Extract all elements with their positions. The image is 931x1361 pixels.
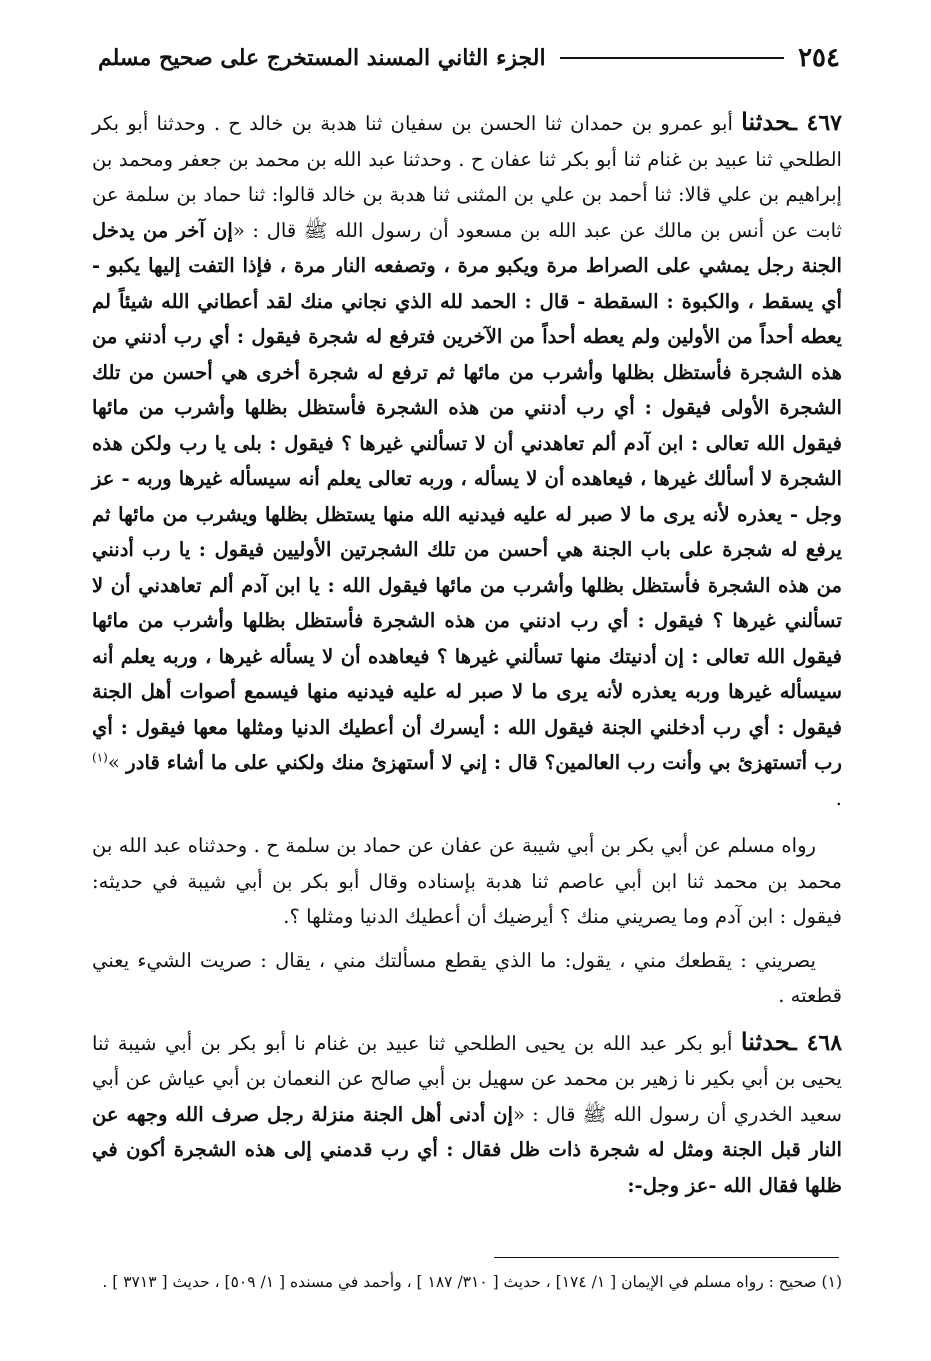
hadith-number: ٤٦٧ xyxy=(806,110,842,136)
hadith-isnad: أبو عمرو بن حمدان ثنا الحسن بن سفيان ثنا هدبة بن خالد ح . وحدثنا أبو بكر الطلحي ثنا عبيد بن غنام ثنا أبو بكر ثنا عفان ح . وحدثنا عبد الله بن محمد بن جعفر ومحمد بن إبراهيم بن علي قالا: ثنا أحمد بن علي بن المثنى ثنا هدبة بن خالد قالوا: ثنا حماد بن سلمة عن ثابت عن أنس بن مالك عن عبد الله بن مسعود أن رسول الله ﷺ قال : « xyxy=(92,112,843,242)
footnotes-section xyxy=(92,1268,842,1297)
end-mark: . xyxy=(835,786,842,810)
commentary-paragraph: رواه مسلم عن أبي بكر بن أبي شيبة عن عفان عن حماد بن سلمة ح . وحدثناه عبد الله بن محمد بن محمد ثنا ابن أبي عاصم ثنا هدبة بإسناده وقال أبو بكر بن أبي شيبة في حديثه: فيقول : ابن آدم وما يصريني منك ؟ أيرضيك أن أعطيك الدنيا ومثلها ؟. xyxy=(92,834,842,928)
hadith-opening-word: حدثنا xyxy=(741,107,791,136)
hadith-opening-word: حدثنا xyxy=(740,1026,791,1056)
word-explanation-paragraph: يصريني : يقطعك مني ، يقول: ما الذي يقطع مسألتك مني ، يقال : صريت الشيء يعني قطعته . xyxy=(92,948,842,1007)
hadith-468: ٤٦٨ ـحدثنا أبو بكر عبد الله بن يحيى الطلحي ثنا عبيد بن غنام نا أبو بكر بن أبي شيبة ثنا يحيى بن أبي بكير نا زهير بن محمد عن سهيل بن أبي صالح عن النعمان بن أبي عياش عن أبي سعيد الخدري أن رسول الله ﷺ قال : «إن أدنى أهل الجنة منزلة رجل صرف الله وجهه عن النار قبل الجنة ومثل له شجرة ذات ظل فقال : أي رب قدمني إلى هذه الشجرة أكون في ظلها فقال الله -عز وجل-: xyxy=(92,1026,843,1197)
hadith-467: ٤٦٧ ـحدثنا أبو عمرو بن حمدان ثنا الحسن بن سفيان ثنا هدبة بن خالد ح . وحدثنا أبو بكر الطلحي ثنا عبيد بن غنام ثنا أبو بكر ثنا عفان ح . وحدثنا عبد الله بن محمد بن جعفر ومحمد بن إبراهيم بن علي قالا: ثنا أحمد بن علي بن المثنى ثنا هدبة بن خالد قالوا: ثنا حماد بن سلمة عن ثابت عن أنس بن مالك عن عبد الله بن مسعود أن رسول الله ﷺ قال : «إن آخر من يدخل الجنة رجل يمشي على الصراط مرة ويكبو مرة ، وتصفعه النار مرة ، فإذا التفت إليها يكبو - أي يسقط ، والكبوة : السقطة - قال : الحمد لله الذي نجاني منك لقد أعطاني الله شيئاً لم يعطه أحداً من الأولين ولم يعطه أحداً من الآخرين فترفع له شجرة فيقول : أي رب أدنني من هذه الشجرة فأستظل بظلها وأشرب من مائها ثم ترفع له شجرة أخرى هي أحسن من تلك الشجرة الأولى فيقول : أي رب أدنني من هذه الشجرة فأستظل بظلها وأشرب من مائها فيقول الله تعالى : ابن آدم ألم تعاهدني أن لا تسألني غيرها ؟ فيقول : بلى يا رب ولكن هذه الشجرة لا أسألك غيرها ، فيعاهده أن لا يسأله ، وربه تعالى يعلم أنه سيسأله غيرها وربه - عز وجل - يعذره لأنه يرى ما لا صبر له عليه فيدنيه الله منها يستظل بظلها ويشرب من مائها ثم يرفع له شجرة على باب الجنة هي أحسن من تلك الشجرتين الأوليين فيقول : يا رب أدنني من هذه الشجرة فأستظل بظلها وأشرب من مائها فيقول الله : يا ابن آدم ألم تعاهدني أن لا تسألني غيرها ؟ فيقول : أي رب ادنني من هذه الشجرة فأستظل بظلها وأشرب من مائها فيقول الله تعالى : إن أدنيتك منها تسألني غيرها ؟ فيعاهده أن لا يسأله غيرها ، وربه يعلم أنه سيسأله غيرها وربه يعذره لأنه يرى ما لا صبر له عليه فيدنيه منها فيسمع أصوات أهل الجنة فيقول : أي رب أدخلني الجنة فيقول الله : أيسرك أن أعطيك الدنيا ومثلها معها فيقول : أي رب أتستهزئ بي وأنت رب العالمين؟ قال : إني لا أستهزئ منك ولكني على ما أشاء قادر »$^{(١)}$ . xyxy=(92,107,843,810)
footnote-reference[interactable]: (١) xyxy=(92,750,108,765)
page-number: ٢٥٤ xyxy=(798,43,840,73)
hadith-isnad: أبو بكر عبد الله بن يحيى الطلحي ثنا عبيد بن غنام نا أبو بكر بن أبي شيبة ثنا يحيى بن أبي بكير نا زهير بن محمد عن سهيل بن أبي صالح عن النعمان بن أبي عياش عن أبي سعيد الخدري أن رسول الله ﷺ قال : « xyxy=(92,1031,843,1126)
hadith-matn: إن أدنى أهل الجنة منزلة رجل صرف الله وجهه عن النار قبل الجنة ومثل له شجرة ذات ظل فقال : أي رب قدمني إلى هذه الشجرة أكون في ظلها فقال الله -عز وجل-: xyxy=(92,1102,842,1197)
running-title: الجزء الثاني المسند المستخرج على صحيح مسلم xyxy=(98,45,546,71)
hadith-matn: إن آخر من يدخل الجنة رجل يمشي على الصراط مرة ويكبو مرة ، وتصفعه النار مرة ، فإذا التفت إليها يكبو - أي يسقط ، والكبوة : السقطة - قال : الحمد لله الذي نجاني منك لقد أعطاني الله شيئاً لم يعطه أحداً من الأولين ولم يعطه أحداً من الآخرين فترفع له شجرة فيقول : أي رب أدنني من هذه الشجرة فأستظل بظلها وأشرب من مائها ثم ترفع له شجرة أخرى هي أحسن من تلك الشجرة الأولى فيقول : أي رب أدنني من هذه الشجرة فأستظل بظلها وأشرب من مائها فيقول الله تعالى : ابن آدم ألم تعاهدني أن لا تسألني غيرها ؟ فيقول : بلى يا رب ولكن هذه الشجرة لا أسألك غيرها ، فيعاهده أن لا يسأله ، وربه تعالى يعلم أنه سيسأله غيرها وربه - عز وجل - يعذره لأنه يرى ما لا صبر له عليه فيدنيه الله منها يستظل بظلها ويشرب من مائها ثم يرفع له شجرة على باب الجنة هي أحسن من تلك الشجرتين الأوليين فيقول : يا رب أدنني من هذه الشجرة فأستظل بظلها وأشرب من مائها فيقول الله : يا ابن آدم ألم تعاهدني أن لا تسألني غيرها ؟ فيقول : أي رب ادنني من هذه الشجرة فأستظل بظلها وأشرب من مائها فيقول الله تعالى : إن أدنيتك منها تسألني غيرها ؟ فيعاهده أن لا يسأله غيرها ، وربه يعلم أنه سيسأله غيرها وربه يعذره لأنه يرى ما لا صبر له عليه فيدنيه منها فيسمع أصوات أهل الجنة فيقول : أي رب أدخلني الجنة فيقول الله : أيسرك أن أعطيك الدنيا ومثلها معها فيقول : أي رب أتستهزئ بي وأنت رب العالمين؟ قال : إني لا أستهزئ منك ولكني على ما أشاء قادر xyxy=(92,218,842,774)
page-header xyxy=(98,36,840,80)
footnote-separator xyxy=(494,1257,839,1258)
matn-close-mark: » xyxy=(107,751,120,774)
page-body xyxy=(92,104,842,1203)
footnote-item: (١) صحيح : رواه مسلم في الإيمان [ ١/ ١٧٤] ، حديث [ ٣١٠/ ١٨٧ ] ، وأحمد في مسنده [ ١/ ٥٠٩] ، حديث [ ٣٧١٣ ] . xyxy=(102,1273,842,1291)
hadith-number: ٤٦٨ xyxy=(806,1029,843,1056)
header-rule xyxy=(560,57,785,59)
